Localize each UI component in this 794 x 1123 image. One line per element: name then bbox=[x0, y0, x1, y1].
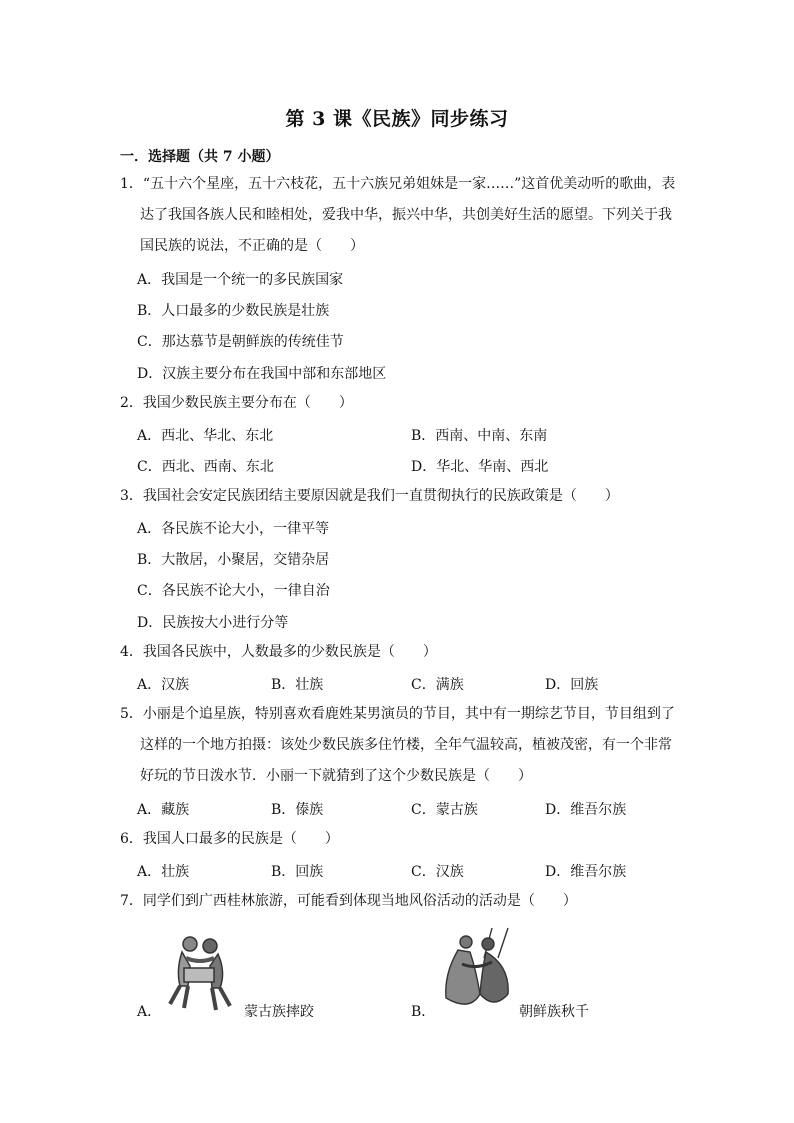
q1-stem-line-1: 1．“五十六个星座，五十六枝花，五十六族兄弟姐妹是一家……”这首优美动听的歌曲，表 bbox=[120, 176, 676, 192]
q7-stem: 7．同学们到广西桂林旅游，可能看到体现当地风俗活动的活动是（ ） bbox=[120, 893, 577, 909]
q4-option-b[interactable]: B．壮族 bbox=[271, 677, 324, 693]
q4-option-d[interactable]: D．回族 bbox=[545, 677, 599, 693]
q1-option-d[interactable]: D．汉族主要分布在我国中部和东部地区 bbox=[137, 366, 387, 382]
q6-option-d[interactable]: D．维吾尔族 bbox=[545, 864, 627, 880]
q3-stem: 3．我国社会安定民族团结主要原因就是我们一直贯彻执行的民族政策是（ ） bbox=[120, 488, 619, 504]
q7-option-b-letter[interactable]: B． bbox=[411, 1004, 436, 1020]
q1-option-c[interactable]: C．那达慕节是朝鲜族的传统佳节 bbox=[137, 334, 344, 350]
q7-option-a-letter[interactable]: A． bbox=[137, 1004, 162, 1020]
q3-option-c[interactable]: C．各民族不论大小，一律自治 bbox=[137, 583, 330, 599]
q7-option-b-caption: 朝鲜族秋千 bbox=[519, 1004, 589, 1020]
q5-stem-line-3: 好玩的节日泼水节．小丽一下就猜到了这个少数民族是（ ） bbox=[140, 768, 532, 784]
q6-stem: 6．我国人口最多的民族是（ ） bbox=[120, 831, 339, 847]
q7-option-a-caption: 蒙古族摔跤 bbox=[244, 1004, 314, 1020]
q2-option-b[interactable]: B．西南、中南、东南 bbox=[411, 428, 548, 444]
q3-option-d[interactable]: D．民族按大小进行分等 bbox=[137, 615, 289, 631]
q5-stem-line-2: 这样的一个地方拍摄：该处少数民族多住竹楼，全年气温较高，植被茂密，有一个非常 bbox=[140, 737, 672, 753]
section-heading: 一．选择题（共 7 小题） bbox=[120, 149, 280, 165]
q4-option-a[interactable]: A．汉族 bbox=[137, 677, 190, 693]
q5-option-b[interactable]: B．傣族 bbox=[271, 802, 324, 818]
q5-option-d[interactable]: D．维吾尔族 bbox=[545, 802, 627, 818]
q5-stem-line-1: 5．小丽是个追星族，特别喜欢看鹿姓某男演员的节目，其中有一期综艺节目，节目组到了 bbox=[120, 706, 675, 722]
q2-option-a[interactable]: A．西北、华北、东北 bbox=[137, 428, 274, 444]
q1-option-b[interactable]: B．人口最多的少数民族是壮族 bbox=[137, 303, 330, 319]
q5-option-c[interactable]: C．蒙古族 bbox=[411, 802, 478, 818]
q2-option-c[interactable]: C．西北、西南、东北 bbox=[137, 459, 274, 475]
q4-option-c[interactable]: C．满族 bbox=[411, 677, 464, 693]
q2-stem: 2．我国少数民族主要分布在（ ） bbox=[120, 395, 353, 411]
q4-stem: 4．我国各民族中，人数最多的少数民族是（ ） bbox=[120, 644, 437, 660]
q1-stem-line-3: 国民族的说法，不正确的是（ ） bbox=[140, 238, 364, 254]
q6-option-c[interactable]: C．汉族 bbox=[411, 864, 464, 880]
q5-option-a[interactable]: A．藏族 bbox=[137, 802, 190, 818]
q1-option-a[interactable]: A．我国是一个统一的多民族国家 bbox=[137, 272, 344, 288]
page-title: 第 3 课《民族》同步练习 bbox=[285, 108, 509, 130]
swing-illustration bbox=[436, 924, 522, 1014]
q3-option-a[interactable]: A．各民族不论大小，一律平等 bbox=[137, 521, 330, 537]
q1-stem-line-2: 达了我国各族人民和睦相处，爱我中华，振兴中华，共创美好生活的愿望。下列关于我 bbox=[140, 207, 672, 223]
q6-option-b[interactable]: B．回族 bbox=[271, 864, 324, 880]
q2-option-d[interactable]: D．华北、华南、西北 bbox=[411, 459, 549, 475]
q3-option-b[interactable]: B．大散居，小聚居，交错杂居 bbox=[137, 552, 330, 568]
q6-option-a[interactable]: A．壮族 bbox=[137, 864, 190, 880]
wrestling-illustration bbox=[160, 930, 240, 1014]
